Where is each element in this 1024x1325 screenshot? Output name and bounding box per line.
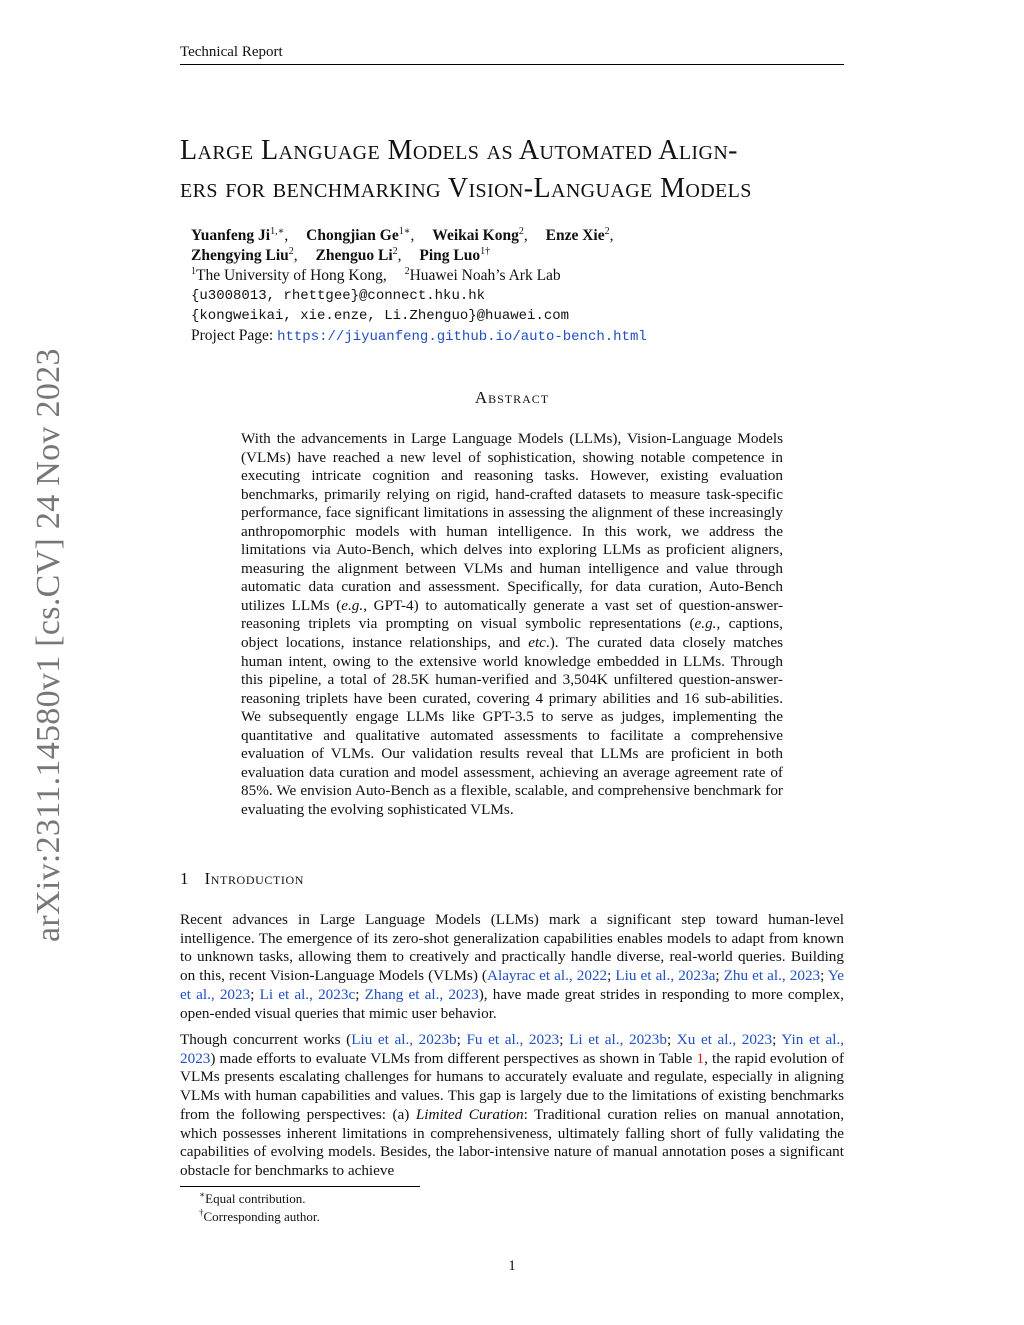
citation-link[interactable]: Li et al., 2023b	[569, 1031, 667, 1048]
affiliation-mark: 2	[404, 265, 410, 277]
project-page-label: Project Page:	[191, 327, 274, 344]
section-title: Introduction	[204, 869, 305, 888]
arxiv-identifier: arXiv:2311.14580v1 [cs.CV] 24 Nov 2023	[30, 348, 67, 942]
author-mark: 2	[392, 245, 398, 257]
author-block	[191, 226, 811, 347]
footnote-corresponding-author: †Corresponding author.	[199, 1207, 320, 1224]
author-row-1: Yuanfeng $Ji^{1,∗}$, Chongjian $Ge^{1∗}$, Weikai Kong$^2$, Enze Xie$^2$,	[191, 225, 614, 244]
author-mark: 1†	[480, 245, 491, 257]
running-head: Technical Report	[180, 44, 844, 65]
email-line-1: {u3008013, rhettgee}@connect.hku.hk	[191, 288, 486, 304]
citation-link[interactable]: Alayrac et al., 2022	[487, 967, 608, 985]
footnote-divider	[180, 1186, 420, 1187]
section-heading-introduction	[180, 869, 304, 889]
intro-paragraph-1: Recent advances in Large Language Models (LLMs) mark a significant step toward human-level intelligence. The emergence of its zero-shot generalization capabilities enables models to adapt from known to unknown tasks, allowing them to creatively and practically handle diverse, real-world queries. Building on this, recent Vision-Language Models (VLMs) (Alayrac et al., 2022; Liu et al., 2023a; Zhu et al., 2023; Ye et al., 2023; Li et al., 2023c; Zhang et al., 2023), have made great strides in responding to more complex, open-ended visual queries that mimic user behavior.	[180, 911, 845, 1022]
affiliation-1: The University of Hong Kong,	[196, 267, 387, 284]
author-mark: 1∗	[398, 225, 411, 237]
author-mark: 2	[518, 225, 524, 237]
author-name: Chongjian Ge	[306, 227, 399, 244]
author-mark: 1,∗	[270, 225, 285, 237]
abstract-heading: Abstract	[474, 388, 550, 407]
table-reference-link[interactable]: 1	[696, 1049, 705, 1067]
project-page	[191, 326, 811, 347]
author-mark: 2	[604, 225, 610, 237]
citation-link[interactable]: Xu et al., 2023	[676, 1031, 773, 1048]
footnote-equal-contribution: ∗Equal contribution.	[199, 1189, 306, 1206]
paper-title	[180, 132, 850, 208]
citation-link[interactable]: Fu et al., 2023	[466, 1031, 560, 1048]
title-line-1: Large Language Models as Automated Align-	[180, 135, 738, 166]
intro-paragraph-2: Though concurrent works (Liu et al., 2023b; Fu et al., 2023; Li et al., 2023b; Xu et al., 2023; Yin et al., 2023) made efforts to evaluate VLMs from different perspectives as shown in Table 1, the rapid evolution of VLMs presents escalating challenges for humans to accurately evaluate and regulate, especially in aligning VLMs with human capabilities and values. This gap is largely due to the limitations of existing benchmarks from the following perspectives: (a) Limited Curation: Traditional curation relies on manual annotation, which possesses inherent limitations in comprehensiveness, ultimately falling short of fully validating the capabilities of evolving models. Besides, the labor-intensive nature of manual annotation poses a significant obstacle for benchmarks to achieve	[180, 1031, 845, 1179]
project-page-link[interactable]: https://jiyuanfeng.github.io/auto-bench.html	[277, 329, 647, 345]
author-name: Zhenguo Li	[315, 247, 393, 264]
author-row-2: Zhengying Liu$^2$, Zhenguo Li$^2$, Ping Luo$^{1\dagger}$	[191, 245, 491, 264]
author-mark: 2	[288, 245, 294, 257]
page-number: 1	[508, 1258, 516, 1274]
citation-link[interactable]: Liu et al., 2023b	[351, 1031, 457, 1048]
section-number: 1	[180, 869, 189, 888]
affiliation-mark: 1	[191, 265, 196, 277]
affiliation-2: Huawei Noah’s Ark Lab	[409, 267, 561, 284]
citation-link[interactable]: Yin et al., 2023	[180, 1031, 845, 1067]
author-name: Weikai Kong	[432, 227, 519, 244]
footnotes	[199, 1190, 320, 1226]
author-name: Zhengying Liu	[191, 247, 289, 264]
author-name: Ping Luo	[419, 247, 481, 264]
author-name: Enze Xie	[545, 227, 605, 244]
citation-link[interactable]: Ye et al., 2023	[180, 967, 845, 1003]
citation-link[interactable]: Zhang et al., 2023	[364, 985, 479, 1003]
title-line-2: ers for benchmarking Vision-Language Models	[180, 173, 752, 204]
citation-link[interactable]: Liu et al., 2023a	[615, 967, 716, 985]
citation-link[interactable]: Li et al., 2023c	[259, 985, 356, 1003]
abstract-text: With the advancements in Large Language Models (LLMs), Vision-Language Models (VLMs) have reached a new level of sophistication, showing notable competence in executing intricate cognition and reasoning tasks. However, existing evaluation benchmarks, primarily relying on rigid, hand-crafted datasets to measure task-specific performance, face significant limitations in assessing the alignment of these increasingly anthropomorphic models with human intelligence. In this work, we address the limitations via Auto-Bench, which delves into exploring LLMs as proficient aligners, measuring the alignment between VLMs and human intelligence and value through automatic data curation and assessment. Specifically, for data curation, Auto-Bench utilizes LLMs (e.g., GPT-4) to automatically generate a vast set of question-answer-reasoning triplets via prompting on visual symbolic representations (e.g., captions, object locations, instance relationships, and etc.). The curated data closely matches human intent, owing to the extensive world knowledge embedded in LLMs. Through this pipeline, a total of 28.5K human-verified and 3,504K unfiltered question-answer-reasoning triplets have been curated, covering 4 primary abilities and 16 sub-abilities. We subsequently engage LLMs like GPT-3.5 to serve as judges, implementing the quantitative and qualitative automated assessments to facilitate a comprehensive evaluation of VLMs. Our validation results reveal that LLMs are proficient in both evaluation data curation and model assessment, achieving an average agreement rate of 85%. We envision Auto-Bench as a flexible, scalable, and comprehensive benchmark for evaluating the evolving sophisticated VLMs.	[241, 430, 784, 818]
affiliations	[191, 266, 811, 286]
email-line-2: {kongweikai, xie.enze, Li.Zhenguo}@huawei.com	[191, 308, 570, 324]
author-name: Yuanfeng Ji	[191, 227, 271, 244]
citation-link[interactable]: Zhu et al., 2023	[723, 967, 821, 985]
